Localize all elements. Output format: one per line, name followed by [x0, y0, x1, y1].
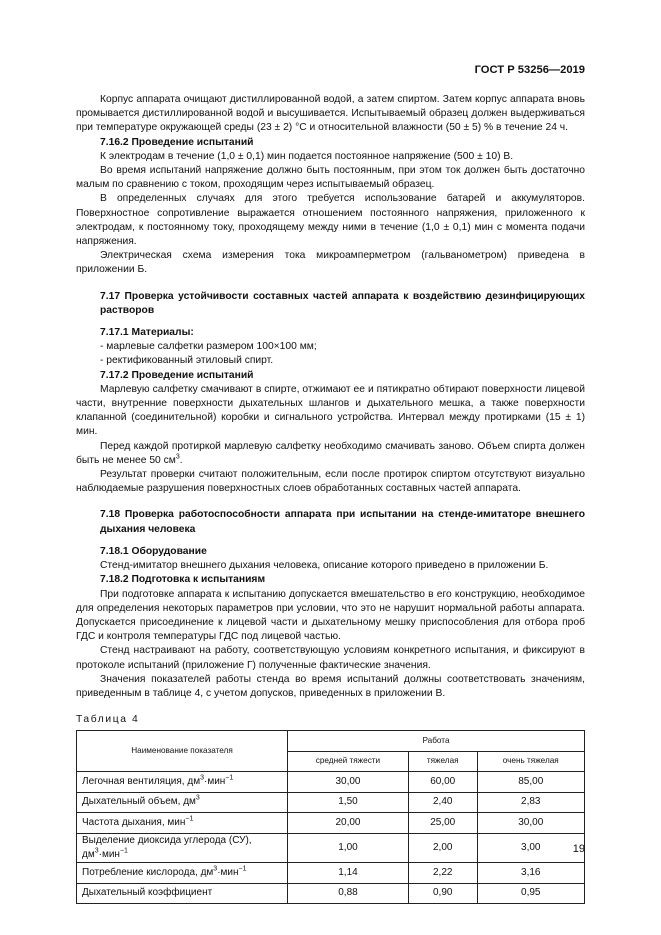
paragraph: Корпус аппарата очищают дистиллированной водой, а затем спиртом. Затем корпус аппарата вновь промывается дистиллированной водой и высушивается. Испытываемый образец должен выдерживаться при температуре окружающей среды (23 ± 2) °С и относительной влажности (50 ± 5) % в течение 24 ч. [76, 94, 585, 134]
document-header: ГОСТ Р 53256—2019 [474, 64, 585, 76]
list-item: - ректификованный этиловый спирт. [100, 355, 274, 367]
row-label: Дыхательный коэффициент [77, 883, 288, 904]
paragraph-text: . [179, 454, 183, 466]
table-header-col: очень тяжелая [477, 751, 585, 772]
section-heading-7-17-1: 7.17.1 Материалы: [100, 327, 194, 339]
table-cell: 3,16 [477, 863, 585, 884]
table-cell: 2,22 [408, 863, 477, 884]
table-cell: 2,40 [408, 792, 477, 813]
table-caption: Таблица 4 [76, 714, 140, 726]
table-header-name: Наименование показателя [77, 731, 288, 772]
paragraph: При подготовке аппарата к испытанию допускается вмешательство в его конструкцию, необходимое для определения некоторых параметров при условии, что это не нарушит нормальной работы аппарата. Допускается присоединение к лицевой части и дыхательному мешку приспособления для отбора проб ГДС и контроля температуры ГДС под лицевой частью. [76, 588, 585, 643]
paragraph: Во время испытаний напряжение должно быть постоянным, при этом ток должен быть достаточно малым по сравнению с током, проходящим через испытываемый образец. [76, 165, 585, 191]
row-label: Легочная вентиляция, $дм^3\cdot мин^{-1}$ [77, 772, 288, 793]
paragraph: Значения показателей работы стенда во время испытаний должны соответствовать значениям, приведенным в таблице 4, с учетом допусков, приведенных в приложении В. [76, 673, 585, 699]
paragraph: Электрическая схема измерения тока микроамперметром (гальванометром) приведена в приложении Б. [76, 250, 585, 276]
data-table [76, 730, 585, 904]
superscript: 3 [175, 453, 180, 461]
table-header-col: средней тяжести [288, 751, 409, 772]
list-item: - марлевые салфетки размером 100×100 мм; [100, 341, 317, 353]
table-cell: 0,88 [288, 883, 409, 904]
table-cell: 30,00 [477, 813, 585, 834]
section-heading-7-18: 7.18 Проверка работоспособности аппарата при испытании на стенде-имитаторе внешнего дыхания человека [100, 509, 585, 535]
table-cell: 20,00 [288, 813, 409, 834]
table-cell: 60,00 [408, 772, 477, 793]
table-row [77, 863, 585, 884]
row-label: Потребление кислорода, $дм^3\cdot мин^{-1}$ [77, 863, 288, 884]
section-heading-7-17: 7.17 Проверка устойчивости составных частей аппарата к воздействию дезинфицирующих растворов [100, 290, 585, 316]
table-row [77, 792, 585, 813]
paragraph: К электродам в течение (1,0 ± 0,1) мин подается постоянное напряжение (500 ± 10) В. [100, 150, 514, 162]
table-cell: 85,00 [477, 772, 585, 793]
table-cell: 1,00 [288, 833, 409, 862]
row-label: Частота дыхания, мин$^{-1}$ [77, 813, 288, 834]
section-heading-7-18-2: 7.18.2 Подготовка к испытаниям [100, 574, 266, 586]
paragraph: В определенных случаях для этого требуется использование батарей и аккумуляторов. Поверхностное сопротивление выражается отношением постоянного напряжения, приложенного к электродам, к постоянному току, проходящему между ними в течение (1,0 ± 0,1) мин с момента подачи напряжения. [76, 193, 585, 248]
section-heading-7-17-2: 7.17.2 Проведение испытаний [100, 369, 254, 381]
paragraph-text: Перед каждой протиркой марлевую салфетку необходимо смачивать заново. Объем спирта должен быть не менее 50 см [76, 440, 585, 466]
section-heading-7-16-2: 7.16.2 Проведение испытаний [100, 136, 254, 148]
table-row [77, 833, 585, 862]
paragraph: Стенд-имитатор внешнего дыхания человека, описание которого приведено в приложении Б. [100, 560, 549, 572]
table-cell: 1,50 [288, 792, 409, 813]
paragraph: Стенд настраивают на работу, соответствующую условиям конкретного испытания, и фиксируют в протоколе испытаний (приложение Г) полученные фактические значения. [76, 645, 585, 671]
section-heading-7-18-1: 7.18.1 Оборудование [100, 545, 207, 557]
table-cell: 30,00 [288, 772, 409, 793]
table-cell: 0,95 [477, 883, 585, 904]
table-cell: 2,00 [408, 833, 477, 862]
table-header-group: Работа [288, 731, 585, 752]
table-cell: 3,00 [477, 833, 585, 862]
table-row [77, 883, 585, 904]
table-header-col: тяжелая [408, 751, 477, 772]
table-cell: 25,00 [408, 813, 477, 834]
document-body [76, 93, 585, 904]
page-number: 19 [572, 843, 585, 855]
table-cell: 0,90 [408, 883, 477, 904]
row-label: Выделение диоксида углерода (СУ), $дм^3\cdot мин^{-1}$ [77, 833, 288, 862]
table-row [77, 813, 585, 834]
row-label: Дыхательный объем, $дм^3$ [77, 792, 288, 813]
paragraph: Марлевую салфетку смачивают в спирте, отжимают ее и пятикратно обтирают поверхности лицевой части, внутренние поверхности дыхательных шлангов и дыхательного мешка, а также поверхности клапанной (соединительной) коробки и сигнального устройства. Интервал между протирками (15 ± 1) мин. [76, 383, 585, 438]
table-cell: 1,14 [288, 863, 409, 884]
table-cell: 2,83 [477, 792, 585, 813]
table-row [77, 772, 585, 793]
paragraph [76, 440, 585, 468]
paragraph: Результат проверки считают положительным, если после протирок спиртом отсутствуют визуально наблюдаемые разрушения поверхностных слоев обработанных составных частей аппарата. [76, 469, 585, 495]
